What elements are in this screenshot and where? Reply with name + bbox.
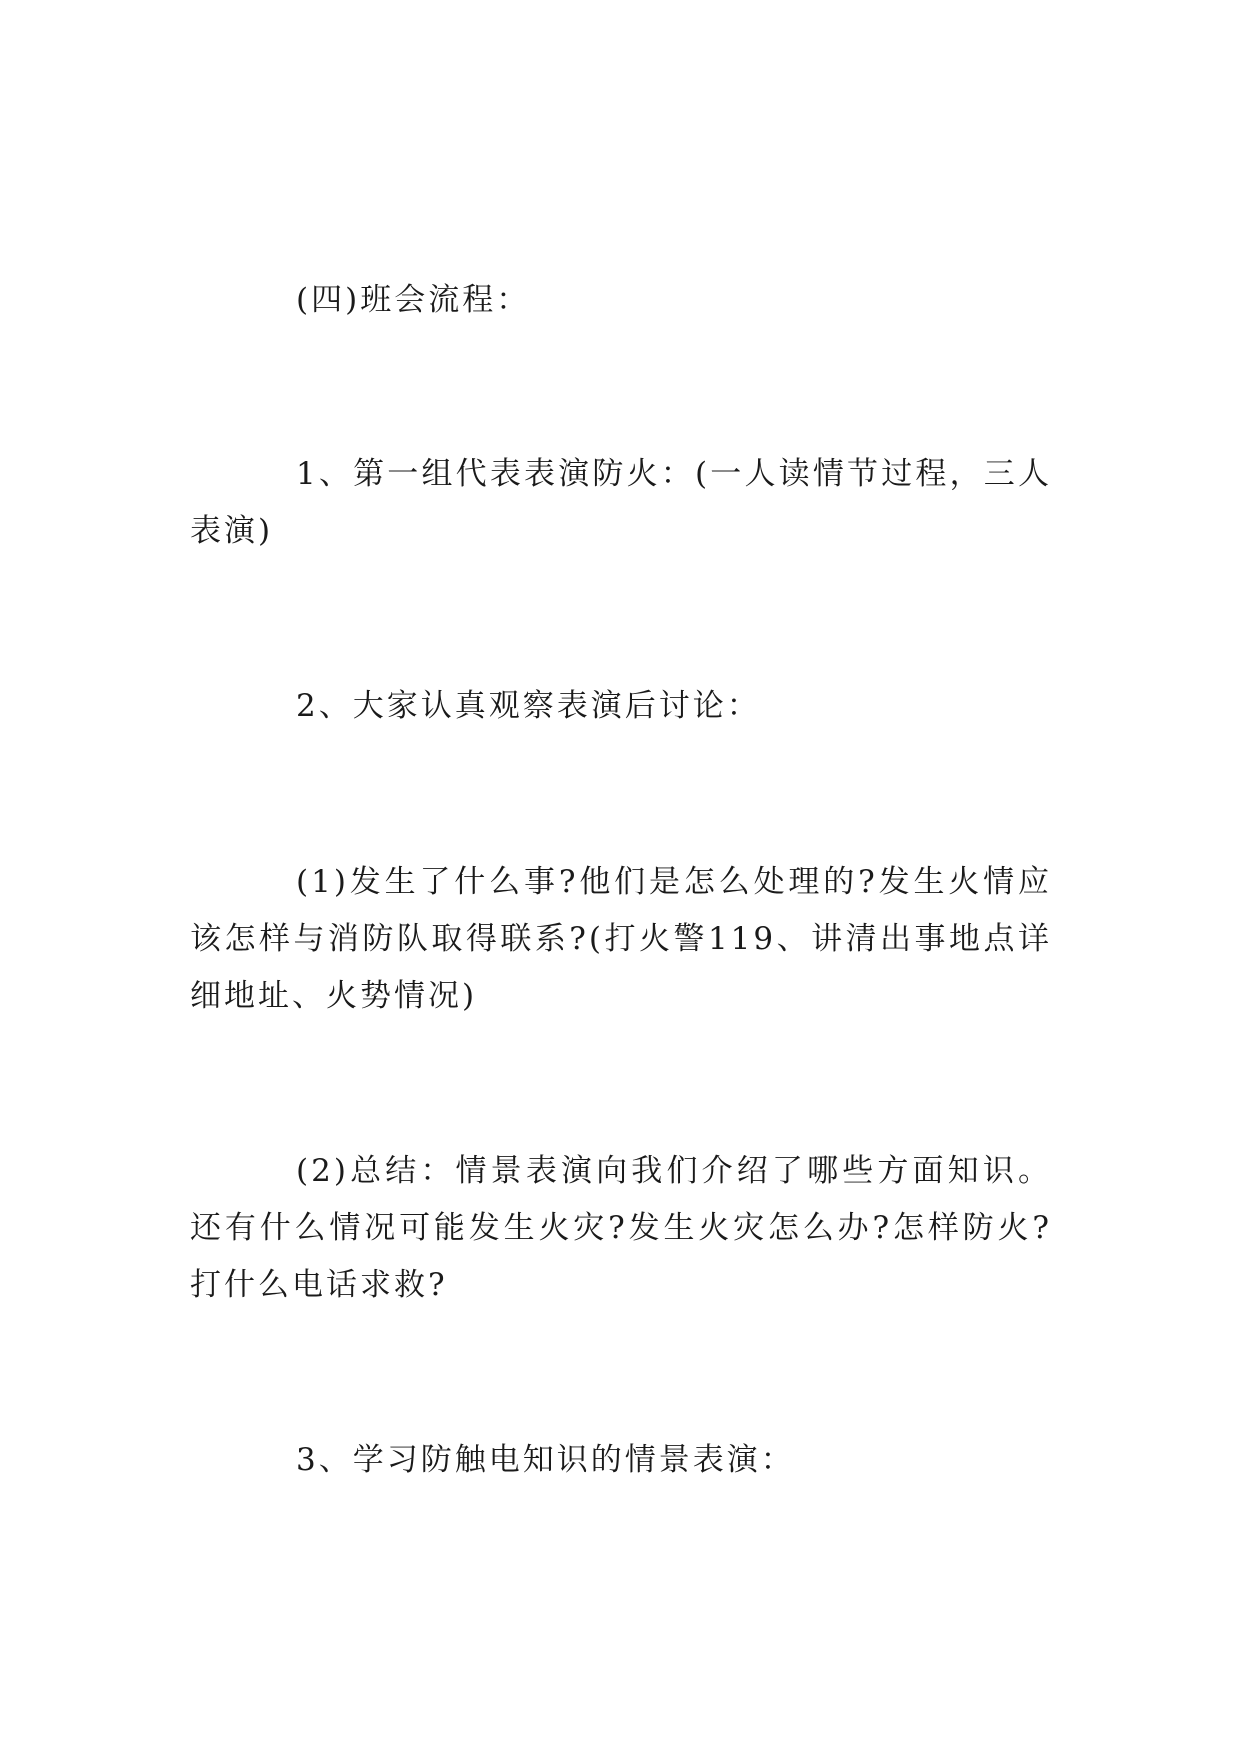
step-2-paragraph: 2、大家认真观察表演后讨论： <box>296 688 761 724</box>
section-heading: (四)班会流程： <box>296 282 531 318</box>
discussion-question-2: (2)总结：情景表演向我们介绍了哪些方面知识。还有什么情况可能发生火灾?发生火灾怎么办?怎样防火?打什么电话求救? <box>190 1153 1052 1303</box>
discussion-question-1: (1)发生了什么事?他们是怎么处理的?发生火情应该怎样与消防队取得联系?(打火警119、讲清出事地点详细地址、火势情况) <box>190 864 1052 1014</box>
step-1-paragraph: 1、第一组代表表演防火：(一人读情节过程，三人表演) <box>190 456 1052 549</box>
step-3-paragraph: 3、学习防触电知识的情景表演： <box>296 1442 795 1478</box>
